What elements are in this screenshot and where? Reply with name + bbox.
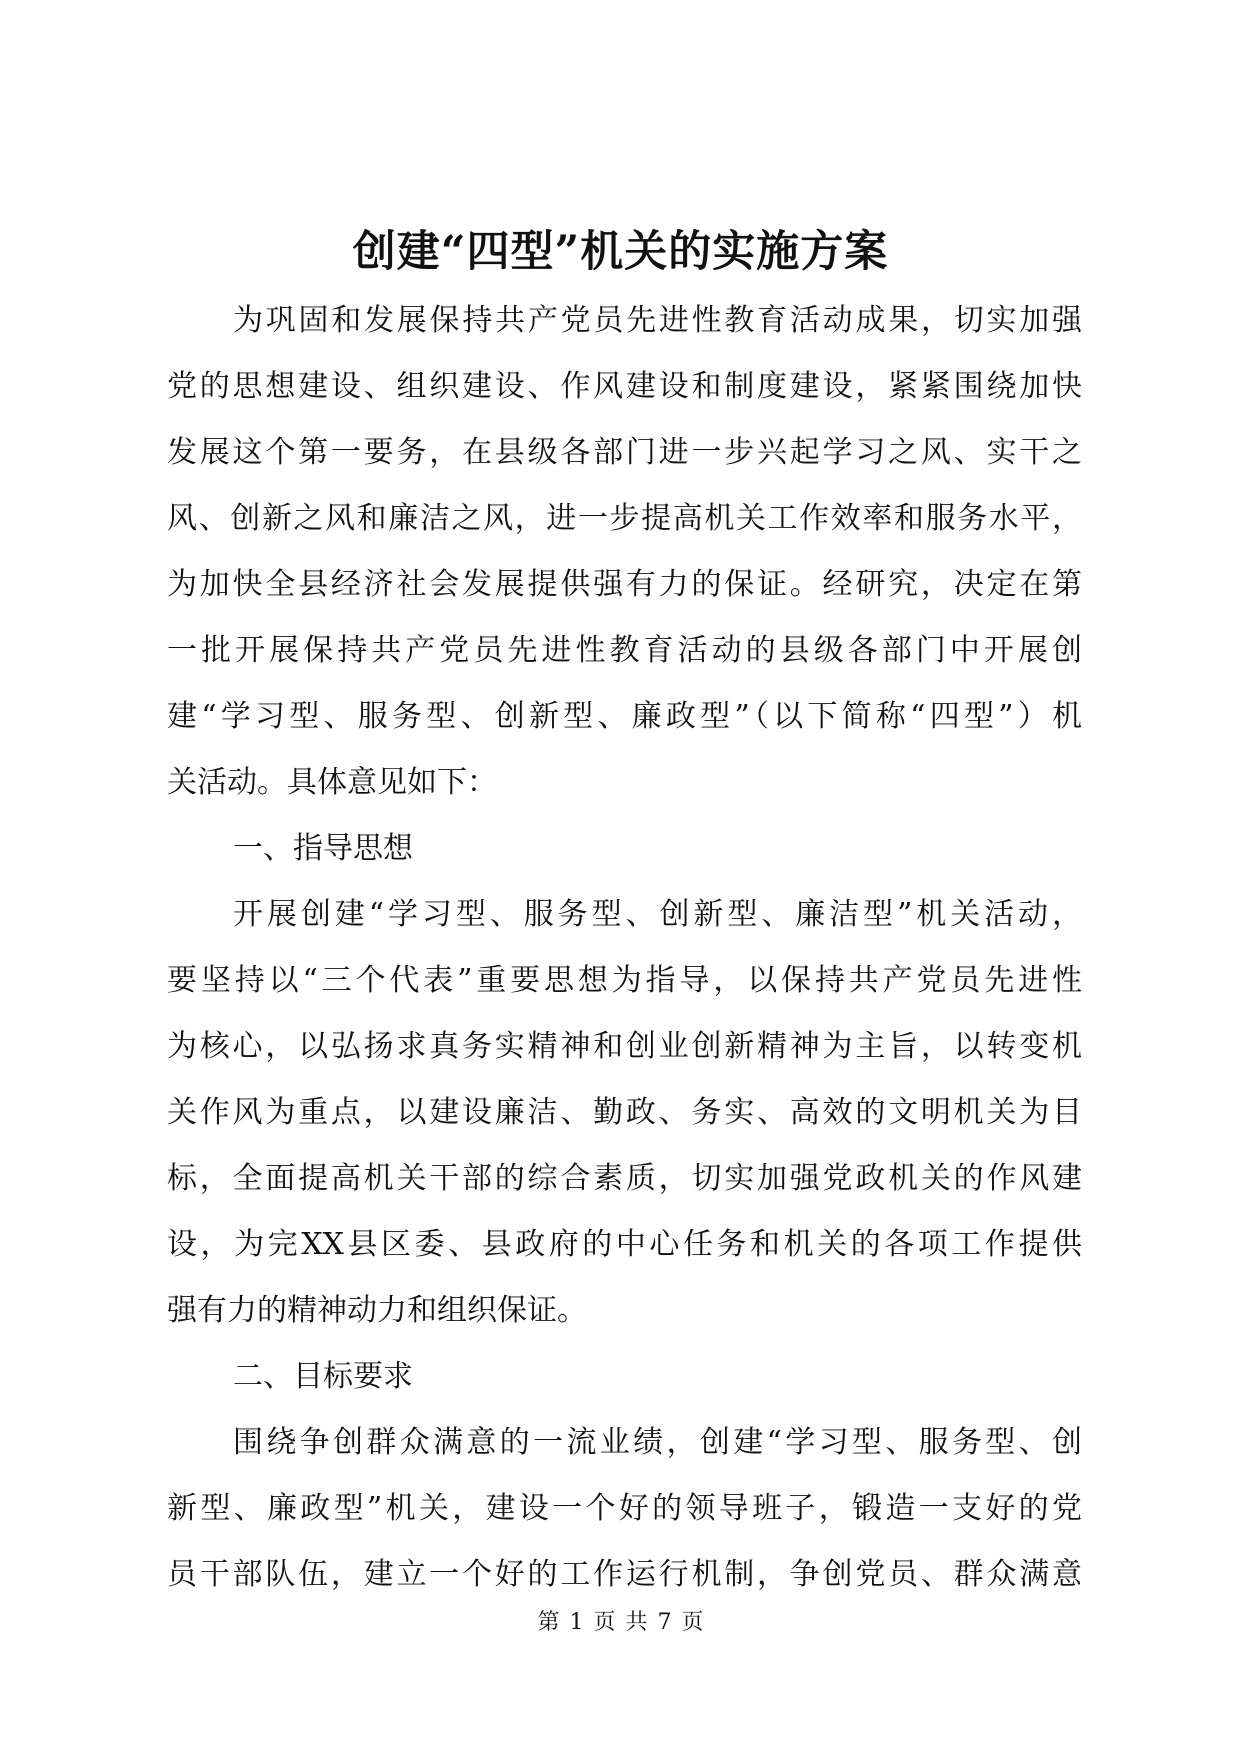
paragraph-line: 一批开展保持共产党员先进性教育活动的县级各部门中开展创 [167,633,1082,668]
paragraph-line: 党的思想建设、组织建设、作风建设和制度建设，紧紧围绕加快 [167,369,1082,404]
paragraph-line: 标，全面提高机关干部的综合素质，切实加强党政机关的作风建 [167,1161,1082,1196]
paragraph-line: 设，为完XX县区委、县政府的中心任务和机关的各项工作提供 [167,1227,1082,1262]
paragraph-line: 开展创建“学习型、服务型、创新型、廉洁型”机关活动， [233,897,1082,932]
paragraph-line: 新型、廉政型”机关，建设一个好的领导班子，锻造一支好的党 [167,1491,1082,1526]
section-heading: 二、目标要求 [233,1359,413,1394]
document-body [167,288,1082,1608]
paragraph-line: 关活动。具体意见如下： [167,765,497,800]
paragraph-line: 发展这个第一要务，在县级各部门进一步兴起学习之风、实干之 [167,435,1082,470]
paragraph-line: 围绕争创群众满意的一流业绩，创建“学习型、服务型、创 [233,1425,1082,1460]
page-number-footer: 第 1 页 共 7 页 [537,1610,704,1635]
paragraph-line: 为巩固和发展保持共产党员先进性教育活动成果，切实加强 [233,303,1082,338]
paragraph-line: 员干部队伍，建立一个好的工作运行机制，争创党员、群众满意 [167,1557,1082,1592]
paragraph-line: 为加快全县经济社会发展提供强有力的保证。经研究，决定在第 [167,567,1082,602]
paragraph-line: 强有力的精神动力和组织保证。 [167,1293,587,1328]
section-heading: 一、指导思想 [233,831,413,866]
document-title: 创建“四型”机关的实施方案 [352,227,889,277]
paragraph-line: 关作风为重点，以建设廉洁、勤政、务实、高效的文明机关为目 [167,1095,1082,1130]
paragraph-line: 建“学习型、服务型、创新型、廉政型”（以下简称“四型”）机 [167,699,1082,734]
paragraph-line: 风、创新之风和廉洁之风，进一步提高机关工作效率和服务水平， [167,501,1082,536]
paragraph-line: 为核心，以弘扬求真务实精神和创业创新精神为主旨，以转变机 [167,1029,1082,1064]
paragraph-line: 要坚持以“三个代表”重要思想为指导，以保持共产党员先进性 [167,963,1082,998]
